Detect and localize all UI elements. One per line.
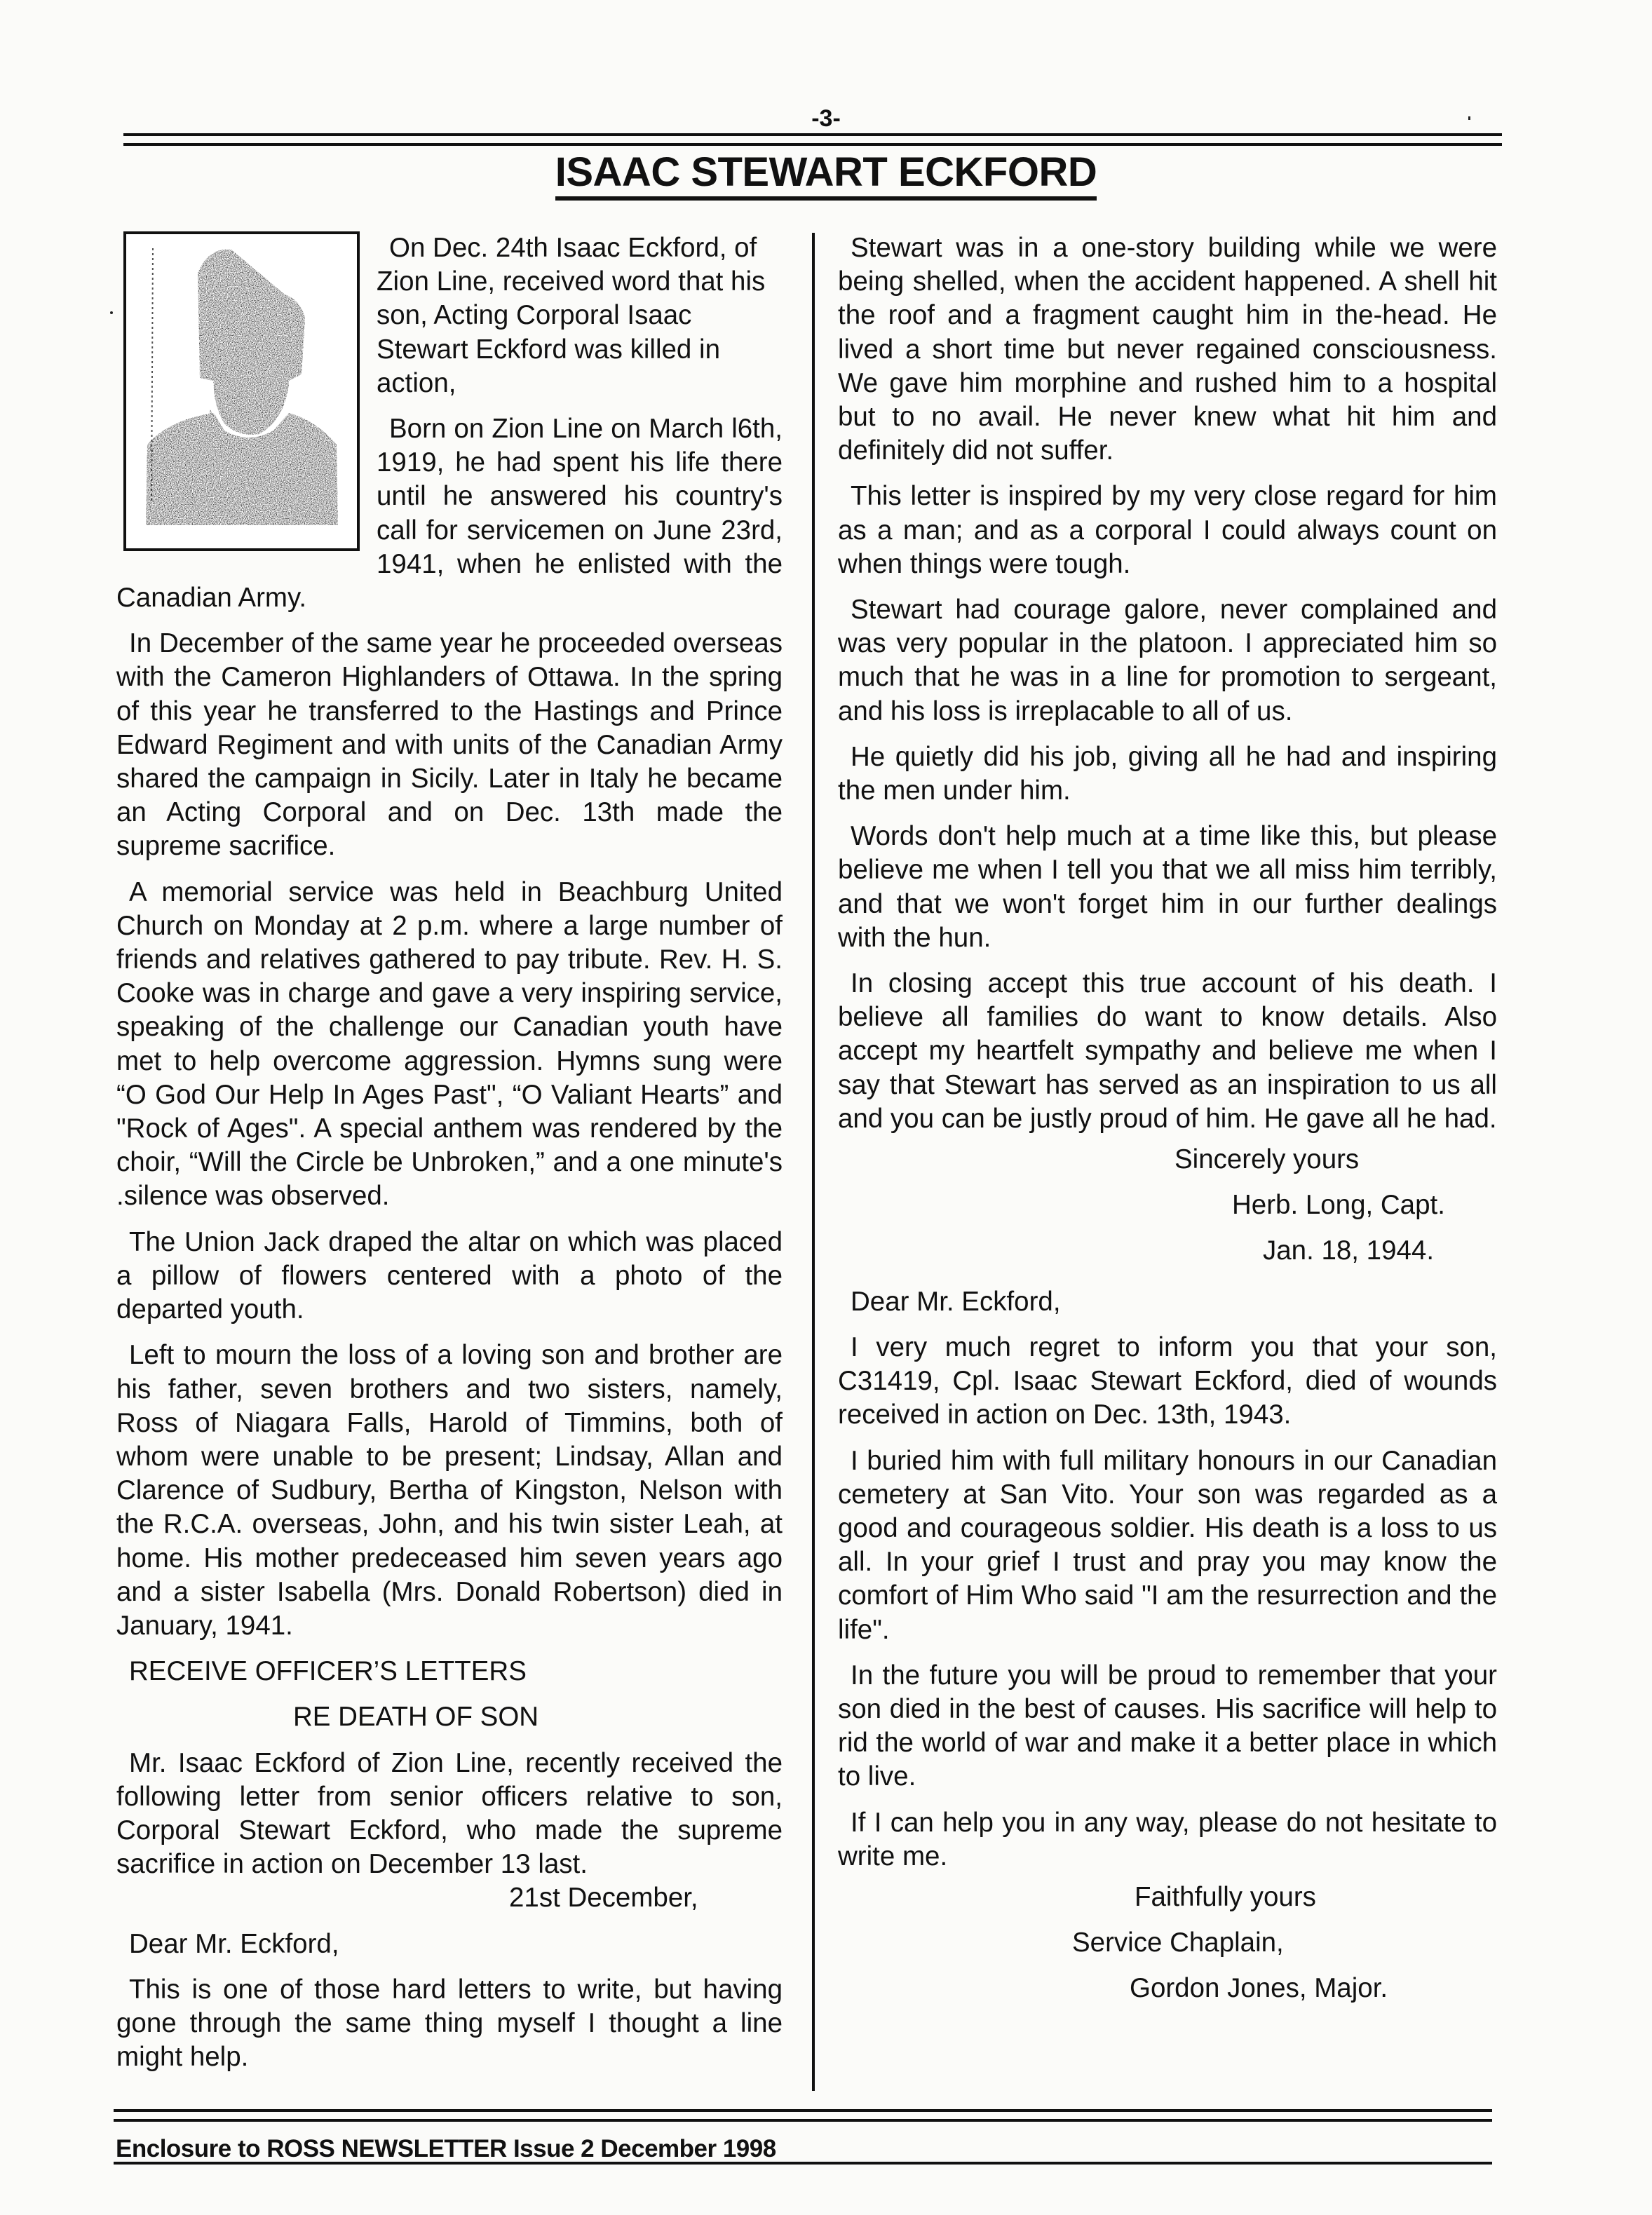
intro-paragraph-2: Born on Zion Line on March l6th, 1919, he had spent his life there until he answered his country's call for servicemen on June 23rd, 1941, when he enlisted with the Canadian Army. [116,414,783,614]
article-title [0,149,1652,196]
letter2-paragraph-3: In the future you will be proud to remember that your son died in the best of causes. His sacrifice will help to rid the world of war and make it a better place in which to live. [838,1660,1497,1792]
letter2-closing: Faithfully yours [1135,1881,1316,1912]
letter2-paragraph-2: I buried him with full military honours in our Canadian cemetery at San Vito. Your son was regarded as a good and courageous soldier. His death is a loss to us all. In your grief I trust and pray you may know the comfort of Him Who said "I am the resurrection and the life". [838,1445,1497,1645]
portrait-photo-icon [126,234,357,548]
letter1-paragraph-7: In closing accept this true account of his death. I believe all families do want to know details. Also accept my heartfelt sympathy and believe me when I say that Stewart has served as an inspiration to us all and you can be justly proud of him. He gave all he had. [838,968,1497,1134]
column-divider [812,233,815,2091]
header-double-rule [123,133,1502,146]
footer-underline-rule [114,2162,1492,2165]
scan-speck [1468,116,1470,120]
letter1-paragraph-3: This letter is inspired by my very close regard for him as a man; and as a corporal I could always count on when things were tough. [838,481,1497,579]
letter1-sign-date: Jan. 18, 1944. [1263,1235,1435,1266]
letter2-signer-title: Service Chaplain, [1072,1928,1284,1958]
left-column [116,231,783,2074]
footer-double-rule [114,2109,1492,2122]
subheading-line-2: RE DEATH OF SON [293,1702,539,1733]
letters-intro-paragraph: Mr. Isaac Eckford of Zion Line, recently received the following letter from senior officers relative to son, Corporal Stewart Eckford, who made the supreme sacrifice in action on December 13 last. [116,1747,783,1880]
service-paragraph: In December of the same year he proceeded overseas with the Cameron Highlanders of Ottawa. In the spring of this year he transferred to the Hastings and Prince Edward Regiment and with units of the Canadian Army shared the campaign in Sicily. Later in Italy he became an Acting Corporal and on Dec. 13th made the supreme sacrifice. [116,628,783,862]
subheading-line-1: RECEIVE OFFICER’S LETTERS [129,1656,527,1687]
letter1-date: 21st December, [509,1883,698,1913]
right-column [838,231,1497,2018]
letter1-closing: Sincerely yours [1174,1144,1360,1175]
survivors-paragraph: Left to mourn the loss of a loving son and brother are his father, seven brothers and two sisters, namely, Ross of Niagara Falls, Harold of Timmins, both of whom were unable to be present; Lindsay, Allan and Clarence of Sudbury, Bertha of Kingston, Nelson with the R.C.A. overseas, John, and his twin sister Leah, at home. His mother predeceased him seven years ago and a sister Isabella (Mrs. Donald Robertson) died in January, 1941. [116,1340,783,1641]
article-title-text: ISAAC STEWART ECKFORD [555,149,1097,201]
scan-speck [110,311,113,314]
letter1-paragraph-4: Stewart had courage galore, never complained and was very popular in the platoon. I appreciated him so much that he was in a line for promotion to sergeant, and his loss is irreplacable to all of us. [838,595,1497,726]
memorial-paragraph: A memorial service was held in Beachburg United Church on Monday at 2 p.m. where a large number of friends and relatives gathered to pay tribute. Rev. H. S. Cooke was in charge and gave a very inspiring service, speaking of the challenge our Canadian youth have met to help overcome aggression. Hymns sung were “O God Our Help In Ages Past", “O Valiant Hearts” and "Rock of Ages". A special anthem was rendered by the choir, “Will the Circle be Unbroken,” and a one minute's .silence was observed. [116,876,783,1212]
altar-paragraph: The Union Jack draped the altar on which was placed a pillow of flowers centered with a photo of the departed youth. [116,1226,783,1325]
letter1-paragraph-5: He quietly did his job, giving all he had and inspiring the men under him. [838,741,1497,806]
letter1-salutation: Dear Mr. Eckford, [129,1928,339,1959]
portrait-photo [123,231,360,551]
page-number: -3- [811,105,841,132]
letter1-signer: Herb. Long, Capt. [1232,1190,1445,1221]
intro-paragraph-1: On Dec. 24th Isaac Eckford, of Zion Line, received word that his son, Acting Corporal Isaac Stewart Eckford was killed in action, [377,233,766,398]
letter1-paragraph-1: This is one of those hard letters to write, but having gone through the same thing myself I thought a line might help. [116,1974,783,2073]
letter2-salutation: Dear Mr. Eckford, [851,1286,1061,1317]
letter2-signer: Gordon Jones, Major. [1130,1973,1388,2004]
letter1-paragraph-2: Stewart was in a one-story building while we were being shelled, when the accident happened. A shell hit the roof and a fragment caught him in the-head. He lived a short time but never regained consciousness. We gave him morphine and rushed him to a hospital but to no avail. He never knew what hit him and definitely did not suffer. [838,233,1497,466]
footer-text: Enclosure to ROSS NEWSLETTER Issue 2 December 1998 [116,2135,776,2162]
letter1-paragraph-6: Words don't help much at a time like this, but please believe me when I tell you that we all miss him terribly, and that we won't forget him in our further dealings with the hun. [838,821,1497,953]
letter2-paragraph-1: I very much regret to inform you that your son, C31419, Cpl. Isaac Stewart Eckford, died of wounds received in action on Dec. 13th, 1943. [838,1332,1497,1430]
letter2-paragraph-4: If I can help you in any way, please do not hesitate to write me. [838,1807,1497,1871]
